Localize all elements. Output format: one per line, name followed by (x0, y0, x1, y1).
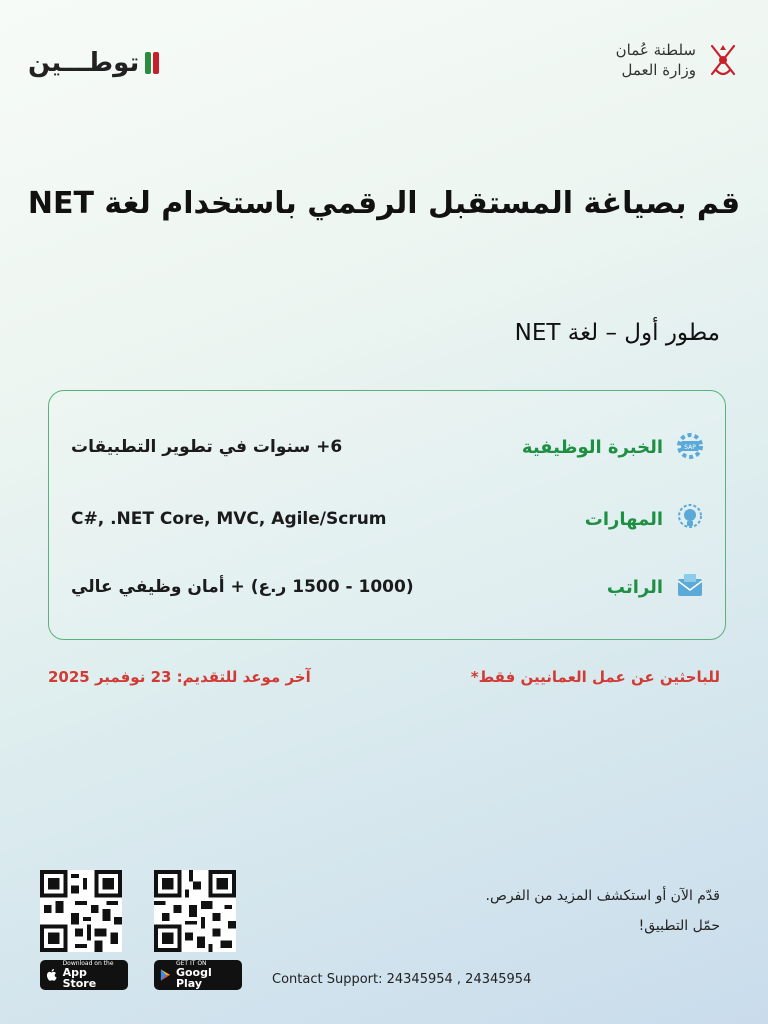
contact-support: Contact Support: 24345954 , 24345954 (272, 972, 532, 987)
detail-label-experience: الخبرة الوظيفية (521, 437, 663, 458)
detail-row-salary (49, 569, 725, 609)
google-play-badge[interactable] (154, 960, 242, 990)
brand-logo (28, 48, 159, 78)
brand-name: توطـــين (28, 48, 140, 78)
google-play-qr-icon[interactable] (154, 870, 236, 952)
ministry-logo (616, 40, 740, 80)
money-envelope-icon (675, 571, 705, 601)
detail-label-skills: المهارات (584, 509, 663, 530)
eligibility-note: للباحثين عن عمل العمانيين فقط* (470, 668, 720, 686)
ministry-line1: سلطنة عُمان (615, 41, 696, 59)
job-details-card (48, 390, 726, 640)
lightbulb-icon (675, 503, 705, 533)
detail-value-skills: C#, .NET Core, MVC, Agile/Scrum (71, 509, 387, 529)
detail-row-skills (49, 501, 725, 541)
brand-mark-icon (145, 52, 159, 74)
detail-value-salary: (1000 - 1500 ر.ع) + أمان وظيفي عالي (71, 577, 414, 597)
oman-emblem-icon (706, 40, 740, 80)
google-play-label: Googl Play (175, 966, 212, 990)
job-title: مطور أول – لغة NET (514, 320, 720, 346)
detail-row-experience (49, 429, 725, 469)
page-title: قم بصياغة المستقبل الرقمي باستخدام لغة NET (27, 186, 741, 221)
detail-value-experience: 6+ سنوات في تطوير التطبيقات (71, 437, 343, 457)
app-store-qr-icon[interactable] (40, 870, 122, 952)
cta-download-text: حمّل التطبيق! (638, 918, 720, 934)
sap-gear-icon (675, 431, 705, 461)
google-play-small-label: GET IT ON (175, 960, 207, 967)
detail-label-salary: الراتب (606, 577, 663, 598)
google-play-icon (160, 968, 171, 982)
app-store-small-label: Download on the (62, 960, 114, 967)
ministry-line2: وزارة العمل (621, 61, 696, 79)
app-store-label: App Store (62, 966, 97, 990)
svg-text:SAP: SAP (684, 444, 696, 451)
deadline-note: آخر موعد للتقديم: 23 نوفمبر 2025 (48, 668, 311, 686)
app-store-download[interactable] (40, 870, 128, 990)
cta-apply-text: قدّم الآن أو استكشف المزيد من الفرص. (485, 888, 720, 904)
apple-icon (46, 968, 58, 982)
google-play-download[interactable] (154, 870, 242, 990)
app-store-badge[interactable] (40, 960, 128, 990)
